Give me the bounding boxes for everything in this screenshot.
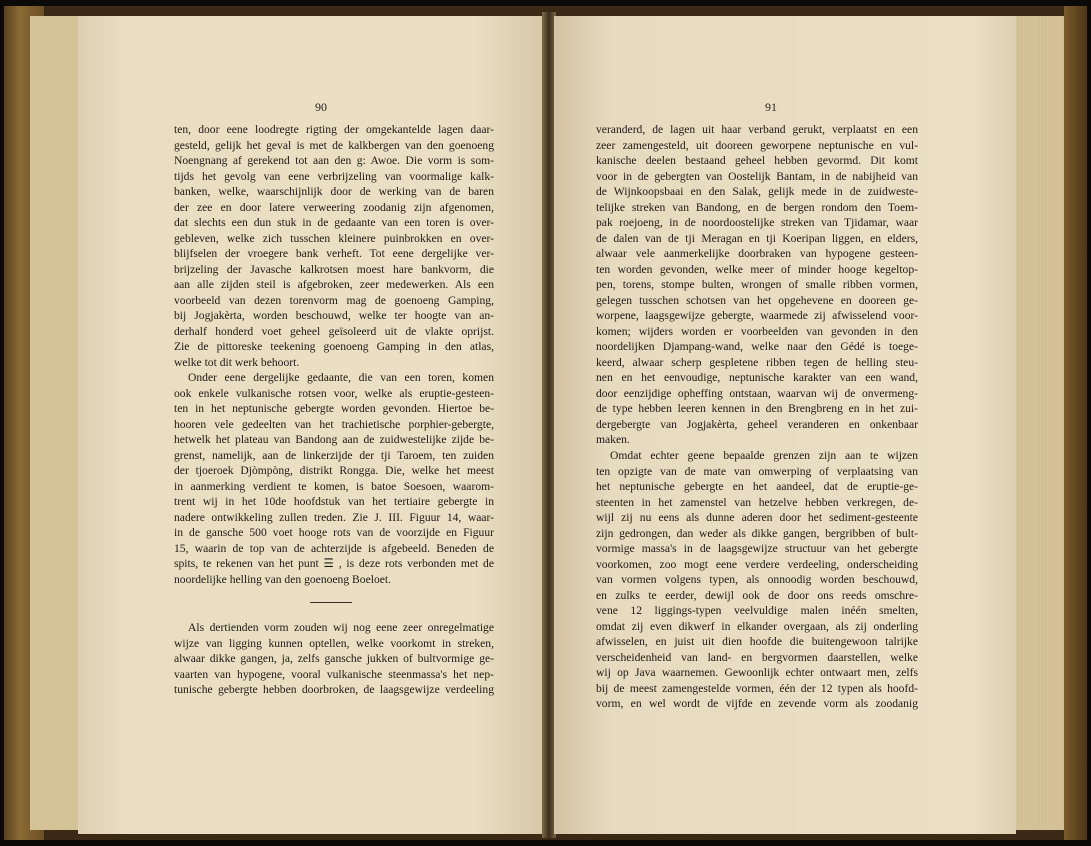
text-line: door eenzijdige opheffing ontstaan, waarvan wij de onvermeng- — [596, 386, 918, 400]
text-line: telijke streken van Bandong, en de bergen rondom den Toem- — [596, 200, 918, 214]
text-line: in de gansche 500 voet hooge rots van de voorzijde en Figuur — [174, 526, 494, 539]
right-cover — [1064, 6, 1087, 840]
text-line: voorbeeld van dezen torenvorm mag de goenoeng Gamping, — [174, 293, 494, 307]
text-line: pen, torens, stompe bulten, wrongen of smalle ribben vormen, — [596, 278, 918, 291]
text-line: dergebergte van Jogjakèrta, geheel veranderen en onkenbaar — [596, 417, 918, 431]
text-line: het neptunische gebergte en het aandeel, dat de eruptie-ge- — [596, 480, 918, 493]
text-line: aan alle zijden steil is afgebroken, zeer medewerken. Als een — [174, 278, 494, 291]
text-line: alwaar dikke gangen, ja, zelfs gansche jukken of bultvormige ge- — [174, 652, 494, 665]
left-page-edges — [30, 16, 80, 830]
text-line: keerd, alwaar scherp gespletene ribben tegen de helling steu- — [596, 355, 918, 369]
text-line: trent wij in het 10de hoofdstuk van het tertiaire gebergte in — [174, 495, 494, 508]
text-line: in aanmerking verdient te komen, is batoe Soesoen, waarom- — [174, 479, 494, 493]
text-line: de dalen van de tji Meragan en tji Koeripan liggen, en elders, — [596, 231, 918, 245]
text-line: ten, door eene loodregte rigting der omgekantelde lagen daar- — [174, 123, 494, 136]
text-line: ten opzigte van de mate van omwerping of verplaatsing van — [596, 464, 918, 478]
text-line: gelegen tusschen schotsen van het opgehevene en dooreen ge- — [596, 293, 918, 307]
book — [4, 6, 1087, 840]
text-line: wij op Java waarnemen. Gewoonlijk echter ontwaart men, zelfs — [596, 666, 918, 679]
text-line: Als dertienden vorm zouden wij nog eene zeer onregelmatige — [188, 621, 494, 634]
text-line: brijzeling der Javasche kalkrotsen moest hare bankvorm, die — [174, 262, 494, 276]
text-line: blijfselen der vroegere bank verheft. Tot eene dergelijke ver- — [174, 247, 494, 260]
text-line: 15, waarin de top van de achterzijde is afgebeeld. Beneden de — [174, 541, 494, 555]
text-line: ook enkele vulkanische rotsen voor, welke als eruptie-gesteen- — [174, 386, 494, 400]
text-line: banken, welke, waarschijnlijk door de werking van de baren — [174, 185, 494, 198]
text-line: vene 12 liggings-typen veelvuldige malen inéén smelten, — [596, 604, 918, 617]
text-line: vaarten van hypogene, vooral vulkanische steenmassa's het nep- — [174, 667, 494, 681]
text-line: vormige massa's in de laagsgewijze structuur van het gebergte — [596, 542, 918, 555]
right-paragraph-1 — [596, 122, 918, 448]
text-line: steenten in het zamenstel van hetzelve hebben verkregen, de- — [596, 495, 918, 509]
text-line: van vormen volgens typen, als onnoodig worden beschouwd, — [596, 573, 918, 586]
text-line: vorm, en wel wordt de vijfde en zevende vorm als zoodanig — [596, 697, 918, 710]
left-paragraph-3 — [174, 620, 494, 698]
text-line: ten worden gevonden, welke meer of minder hooge kegeltop- — [596, 262, 918, 276]
text-line: noordelijken Djampang-wand, welke naar den Gédé is toege- — [596, 340, 918, 353]
page-number: 90 — [315, 100, 327, 114]
page-number: 91 — [765, 100, 777, 114]
text-line: Noengnang af gerekend tot aan den g: Awoe. Die vorm is som- — [174, 154, 494, 167]
text-line: hetwelk het plateau van Bandong aan de zuidwestelijke zijde be- — [174, 433, 494, 446]
text-line: nadere ontwikkeling zullen treden. Zie J. III. Figuur 14, waar- — [174, 510, 494, 524]
text-line: maken. — [596, 433, 630, 446]
text-line: Onder eene dergelijke gedaante, die van een toren, komen — [188, 371, 494, 384]
text-line: der tjoeroek Djòmpòng, distrikt Rongga. Die, welke het meest — [174, 464, 494, 477]
text-line: worpene, laagsgewijze gebergte, waarmede zij afwisselend voor- — [596, 309, 918, 322]
text-line: tijds het gevolg van eene verbrijzeling van voormalige kalk- — [174, 169, 494, 183]
text-line: der zee en door latere verweering zoodanig zijn afgenomen, — [174, 200, 494, 214]
text-line: derhalf honderd voet geheel geïsoleerd uit de vlakte oprijst. — [174, 324, 494, 338]
text-line: tunische gebergte hebben doorbroken, de laagsgewijze verdeeling — [174, 683, 494, 696]
left-paragraph-1 — [174, 122, 494, 370]
right-page — [554, 16, 1016, 834]
text-line: voorkomen, zoo mogt eene verdere verdeeling, onderscheiding — [596, 557, 918, 571]
right-page-edges — [1012, 16, 1072, 830]
text-line: hooren vele gedeelten van het trachietische porphier-gebergte, — [174, 417, 494, 431]
text-line: en zulks te eerder, dewijl ook de door ons reeds omschre- — [596, 588, 918, 602]
text-line: alwaar vele aanmerkelijke doorbraken van hypogene gesteen- — [596, 247, 918, 260]
text-line: noordelijke helling van den goenoeng Boeloet. — [174, 572, 392, 586]
text-line: komen; wijders worden er voorbeelden van gevonden in den — [596, 324, 918, 338]
text-line: grenst, namelijk, aan de linkerzijde der tji Taroem, ten zuiden — [174, 448, 494, 462]
text-line: nen en het eenvoudige, neptunische karakter van een wand, — [596, 371, 918, 384]
text-line: gesteld, gelijk het geval is met de kalkbergen van den goenoeng — [174, 138, 494, 152]
text-line: Zie de pittoreske teekening goenoeng Gamping in den atlas, — [174, 340, 494, 353]
left-paragraph-2 — [174, 370, 494, 587]
text-line: afwisselen, en juist uit dien hoofde die buitengewoon talrijke — [596, 635, 918, 648]
text-line: voor in de gebergten van Oostelijk Bantam, in de nabijheid van — [596, 169, 918, 183]
text-line: gebleven, welke zich tusschen kleinere puinbrokken en over- — [174, 231, 494, 245]
text-line: dat slechts een dun stuk in de gedaante van een toren is over- — [174, 216, 494, 229]
text-line: pak roejoeng, in de noordoostelijke streken van Tjidamar, waar — [596, 216, 918, 229]
text-line: wijze van ligging kunnen optellen, welke voorkomt in streken, — [174, 636, 494, 650]
text-line: veranderd, de lagen uit haar verband gerukt, verplaatst en een — [596, 123, 918, 136]
text-line: Omdat echter geene bepaalde grenzen zijn aan te wijzen — [610, 449, 918, 462]
text-line: zijn gedrongen, dan weder als dikke gangen, bergribben of bult- — [596, 526, 918, 540]
text-line: bij de meest zamengestelde vormen, één der 12 typen als hoofd- — [596, 681, 918, 695]
text-line: ten in het neptunische gebergte worden gevonden. Hiertoe be- — [174, 402, 494, 415]
text-line: de type hebben leeren kennen in den Brengbreng en in het zui- — [596, 402, 918, 415]
text-line: bij Jogjakèrta, worden beschouwd, welke ter hoogte van an- — [174, 309, 494, 322]
text-line: spits, te rekenen van het punt ☰ , is deze rots verbonden met de — [174, 557, 494, 570]
text-line: zeer zamengesteld, uit dooreen geworpene neptunische en vul- — [596, 138, 918, 152]
text-line: verscheidenheid van land- en bergvormen daarstellen, welke — [596, 650, 918, 664]
text-line: kanische deelen bestaand geheel hebben gevormd. Dit komt — [596, 154, 918, 167]
text-line: welke tot dit werk behoort. — [174, 355, 300, 369]
text-line: wijl zij nu eens als dunne aderen door het sediment-gesteente — [596, 511, 918, 524]
section-divider — [310, 602, 352, 603]
right-paragraph-2 — [596, 448, 918, 712]
text-line: de Wijnkoopsbaai en den Salak, gelijk mede in de zuidweste- — [596, 185, 918, 198]
text-line: omdat zij even dikwerf in elkander overgaan, als zij onderling — [596, 619, 918, 633]
left-page — [78, 16, 544, 834]
